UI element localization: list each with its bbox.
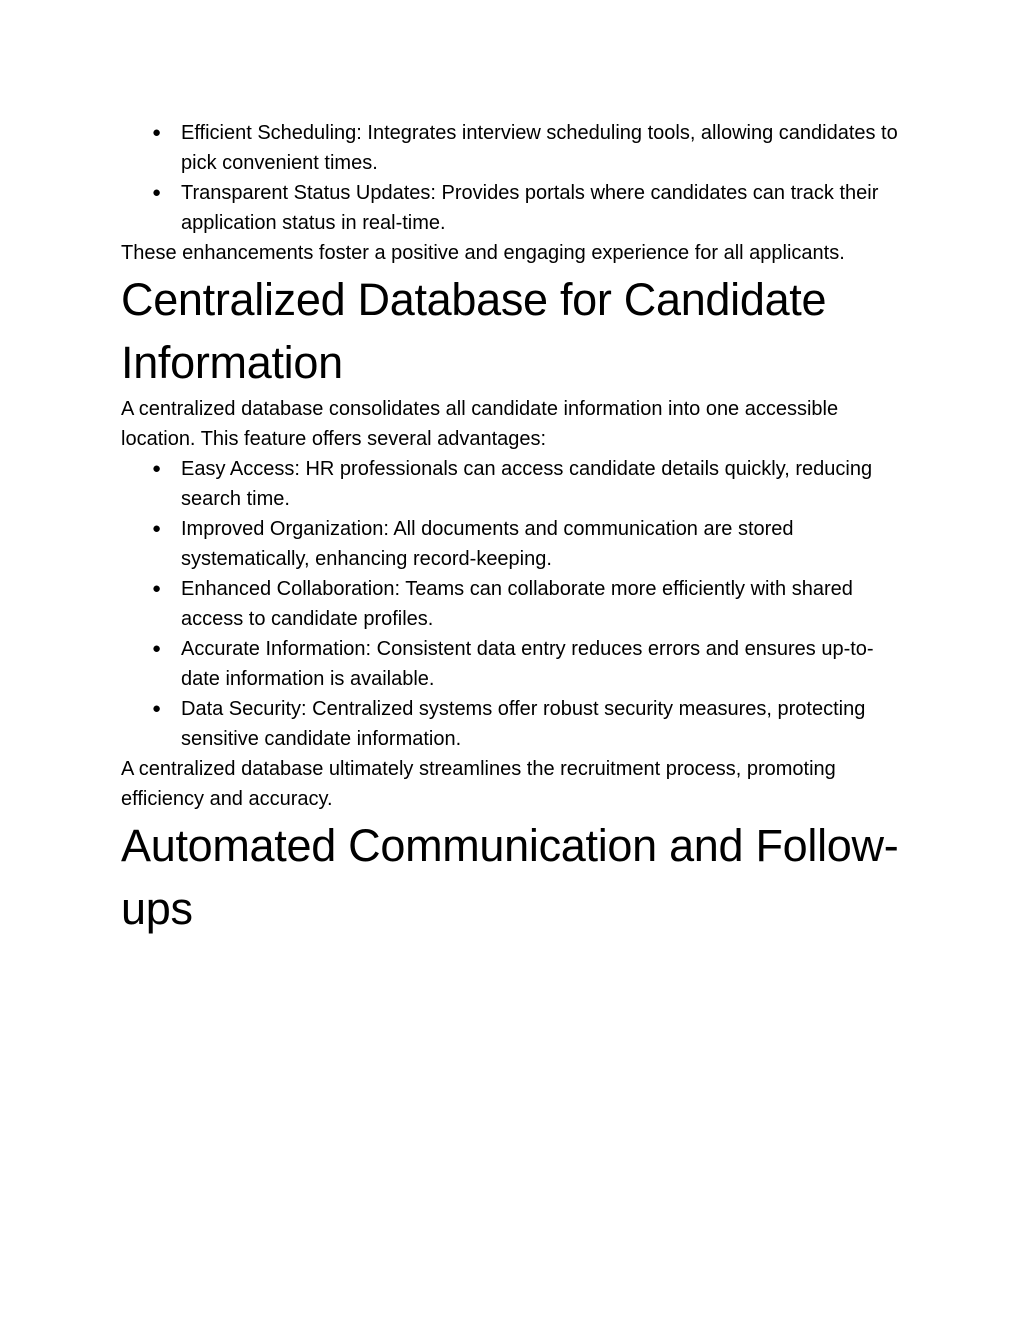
section-heading-automated-communication: Automated Communication and Follow-ups: [121, 820, 899, 934]
list-item: [121, 118, 911, 178]
enhancements-paragraph: These enhancements foster a positive and engaging experience for all applicants.: [121, 242, 845, 264]
list-item: [121, 178, 911, 238]
list-item-text: Improved Organization: All documents and communication are stored systematically, enhancing record-keeping.: [181, 518, 794, 570]
list-item-text: Efficient Scheduling: Integrates interview scheduling tools, allowing candidates to pick convenient times.: [181, 122, 898, 174]
bullet-icon: ●: [152, 520, 162, 537]
list-item: [121, 574, 911, 634]
document-page: [121, 118, 911, 940]
centralized-intro-paragraph: A centralized database consolidates all candidate information into one accessible location. This feature offers several advantages:: [121, 398, 839, 450]
centralized-outro-paragraph: A centralized database ultimately streamlines the recruitment process, promoting efficiency and accuracy.: [121, 758, 836, 810]
bullet-icon: ●: [152, 580, 162, 597]
bullet-icon: ●: [152, 184, 162, 201]
bullet-icon: ●: [152, 460, 162, 477]
list-item: [121, 514, 911, 574]
list-item-text: Transparent Status Updates: Provides portals where candidates can track their application status in real-time.: [181, 182, 879, 234]
list-item: [121, 454, 911, 514]
scheduling-bullet-list: [121, 118, 911, 238]
list-item-text: Easy Access: HR professionals can access candidate details quickly, reducing search time.: [181, 458, 873, 510]
section-heading-centralized-database: Centralized Database for Candidate Information: [121, 274, 827, 388]
advantages-bullet-list: [121, 454, 911, 754]
bullet-icon: ●: [152, 700, 162, 717]
list-item-text: Accurate Information: Consistent data entry reduces errors and ensures up-to-date information is available.: [181, 638, 874, 690]
bullet-icon: ●: [152, 124, 162, 141]
list-item: [121, 634, 911, 694]
bullet-icon: ●: [152, 640, 162, 657]
list-item-text: Data Security: Centralized systems offer robust security measures, protecting sensitive candidate information.: [181, 698, 866, 750]
list-item: [121, 694, 911, 754]
list-item-text: Enhanced Collaboration: Teams can collaborate more efficiently with shared access to candidate profiles.: [181, 578, 853, 630]
